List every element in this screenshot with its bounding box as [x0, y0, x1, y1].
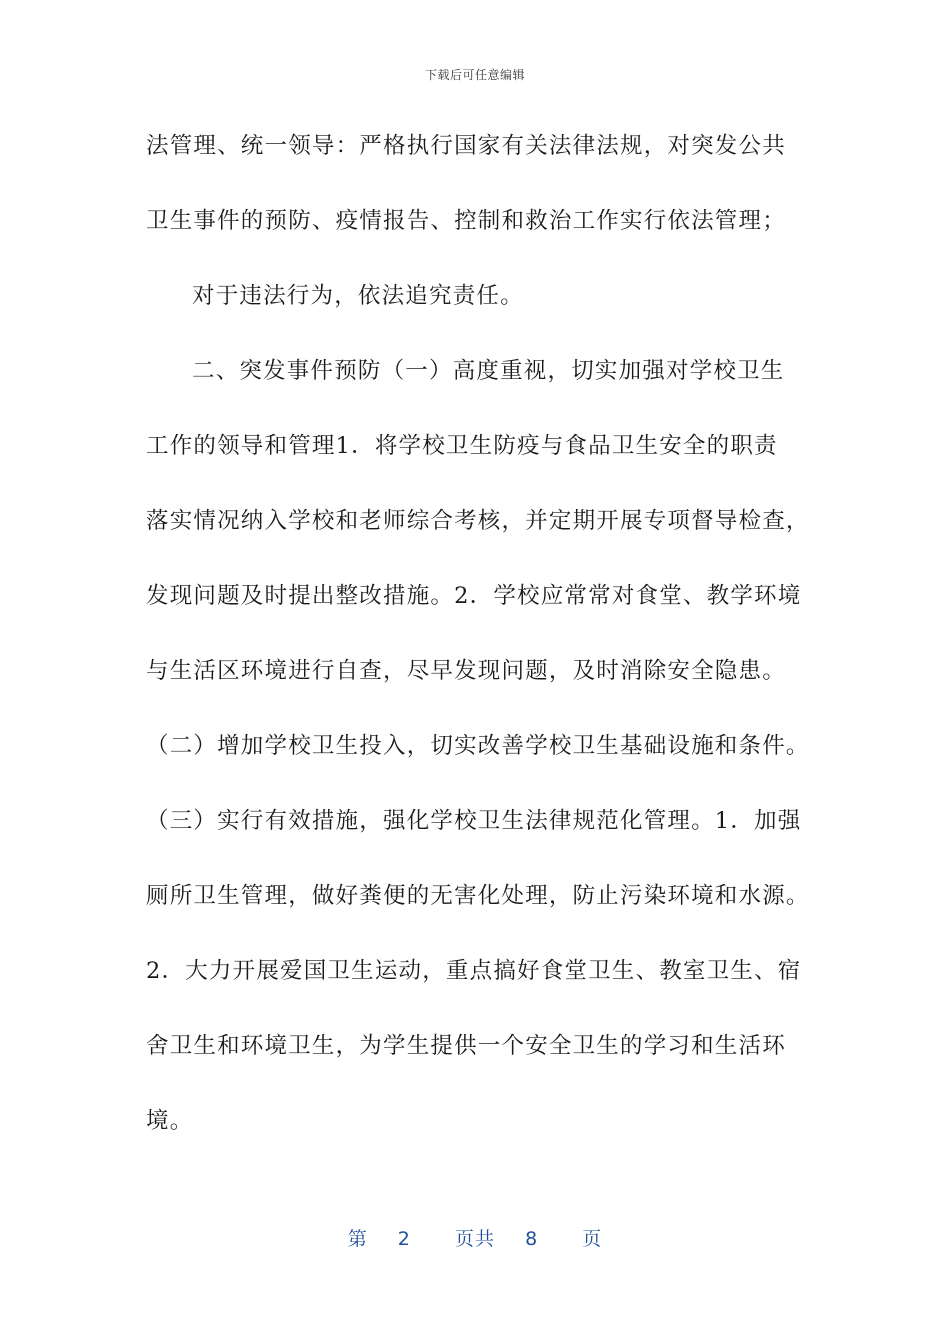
paragraph-line: 卫生事件的预防、疫情报告、控制和救治工作实行依法管理； — [146, 208, 786, 234]
paragraph-line: 落实情况纳入学校和老师综合考核，并定期开展专项督导检查， — [146, 508, 810, 534]
paragraph-line: （三）实行有效措施，强化学校卫生法律规范化管理。1．加强 — [146, 808, 802, 834]
footer-prefix: 第 — [347, 1228, 368, 1250]
footer-suffix: 页 — [582, 1228, 603, 1250]
footer-middle: 页共 — [454, 1228, 495, 1250]
paragraph-line: 舍卫生和环境卫生，为学生提供一个安全卫生的学习和生活环 — [146, 1033, 786, 1059]
page-header: 下载后可任意编辑 — [424, 68, 525, 82]
paragraph-line: 与生活区环境进行自查，尽早发现问题，及时消除安全隐患。 — [146, 658, 786, 684]
paragraph-line: 对于违法行为，依法追究责任。 — [192, 283, 524, 309]
paragraph-line: 二、突发事件预防（一）高度重视，切实加强对学校卫生 — [192, 358, 785, 384]
paragraph-line: 2．大力开展爱国卫生运动，重点搞好食堂卫生、教室卫生、宿 — [146, 958, 802, 984]
paragraph-line: 厕所卫生管理，做好粪便的无害化处理，防止污染环境和水源。 — [146, 883, 810, 909]
total-pages-number: 8 — [525, 1228, 539, 1250]
page-footer — [0, 1224, 950, 1251]
paragraph-line: 工作的领导和管理1．将学校卫生防疫与食品卫生安全的职责 — [146, 433, 778, 459]
paragraph-line: 发现问题及时提出整改措施。2．学校应常常对食堂、教学环境 — [146, 583, 802, 609]
current-page-number: 2 — [397, 1228, 411, 1250]
paragraph-line: 境。 — [146, 1108, 194, 1134]
paragraph-line: （二）增加学校卫生投入，切实改善学校卫生基础设施和条件。 — [146, 733, 810, 759]
paragraph-line: 法管理、统一领导：严格执行国家有关法律法规，对突发公共 — [146, 133, 786, 159]
